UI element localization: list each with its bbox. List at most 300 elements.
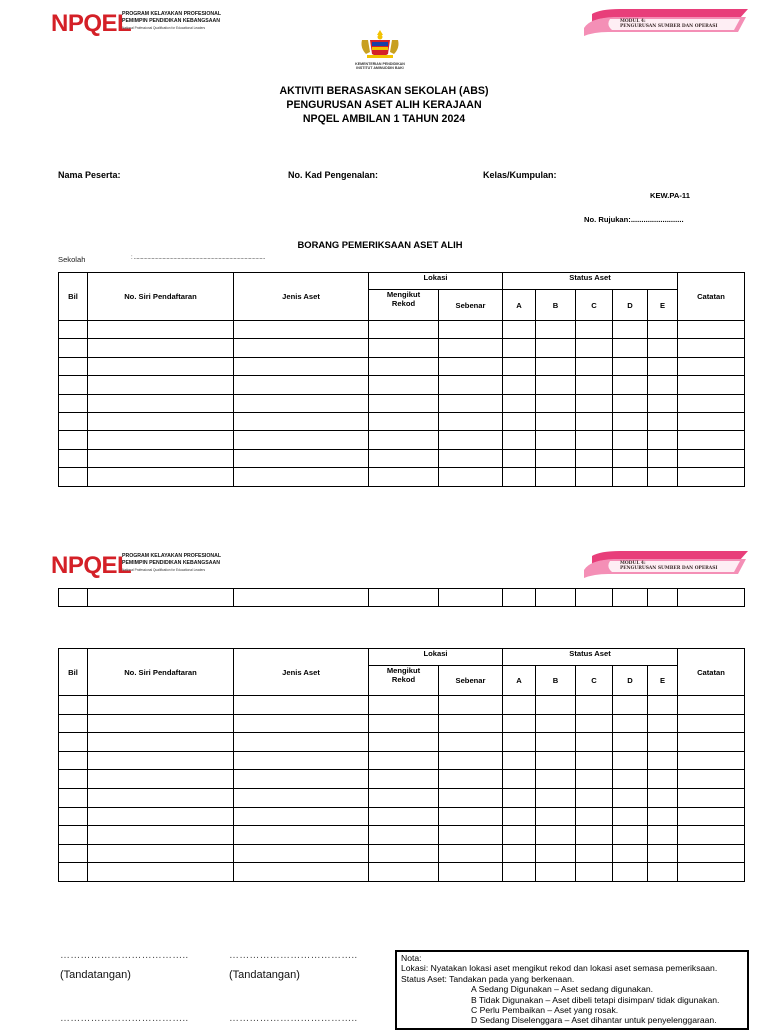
table-cell[interactable] — [678, 589, 745, 607]
nota-d: D Sedang Diselenggara – Aset dihantar untuk penyelenggaraan. — [471, 1015, 717, 1026]
table-cell[interactable] — [369, 863, 439, 882]
table-cell[interactable] — [678, 844, 745, 863]
table-cell[interactable] — [536, 431, 576, 449]
signature-line-3: ……………………………….. — [60, 1013, 189, 1024]
malaysia-crest-icon — [350, 28, 410, 62]
table-cell[interactable] — [536, 770, 576, 789]
table-cell[interactable] — [439, 788, 503, 807]
table-cell[interactable] — [369, 412, 439, 430]
table-cell[interactable] — [648, 844, 678, 863]
table-cell[interactable] — [613, 863, 648, 882]
table-cell[interactable] — [439, 714, 503, 733]
table-cell[interactable] — [613, 589, 648, 607]
table-cell[interactable] — [234, 733, 369, 752]
logo-wordmark: NPQEL — [51, 552, 132, 579]
header-mengikut-rekod: Mengikut Rekod — [369, 290, 439, 321]
table-cell[interactable] — [234, 826, 369, 845]
header-status: Status Aset — [503, 273, 678, 290]
table-cell[interactable] — [439, 339, 503, 357]
table-cell[interactable] — [503, 844, 536, 863]
table-cell[interactable] — [234, 788, 369, 807]
table-cell[interactable] — [648, 449, 678, 467]
table-cell[interactable] — [88, 394, 234, 412]
table-row — [59, 770, 745, 789]
kelas-kumpulan-label: Kelas/Kumpulan: — [483, 170, 557, 180]
signature-label-1: (Tandatangan) — [60, 969, 131, 981]
table-cell[interactable] — [234, 431, 369, 449]
table-cell[interactable] — [648, 468, 678, 486]
table-cell[interactable] — [678, 751, 745, 770]
table-cell[interactable] — [576, 826, 613, 845]
table-2-body — [59, 696, 745, 882]
table-cell[interactable] — [536, 339, 576, 357]
table-cell[interactable] — [234, 412, 369, 430]
table-cell[interactable] — [613, 321, 648, 339]
table-cell[interactable] — [536, 589, 576, 607]
table-row — [59, 589, 745, 607]
table-cell[interactable] — [234, 863, 369, 882]
table-cell[interactable] — [503, 412, 536, 430]
table-row — [59, 321, 745, 339]
table-cell[interactable] — [613, 788, 648, 807]
table-row — [59, 826, 745, 845]
sekolah-label: Sekolah — [58, 255, 86, 264]
table-cell[interactable] — [536, 468, 576, 486]
table-cell[interactable] — [369, 733, 439, 752]
table-cell[interactable] — [88, 826, 234, 845]
table-row — [59, 412, 745, 430]
header-b: B — [536, 666, 576, 696]
header-d: D — [613, 290, 648, 321]
table-row — [59, 751, 745, 770]
table-cell[interactable] — [503, 770, 536, 789]
table-cell[interactable] — [613, 826, 648, 845]
table-cell[interactable] — [576, 321, 613, 339]
table-cell[interactable] — [234, 449, 369, 467]
table-cell[interactable] — [536, 788, 576, 807]
table-cell[interactable] — [648, 431, 678, 449]
nota-lokasi: Lokasi: Nyatakan lokasi aset mengikut rekod dan lokasi aset semasa pemeriksaan. — [401, 963, 718, 974]
sekolah-field: : ................................................................................................ — [131, 255, 265, 261]
table-cell[interactable] — [648, 376, 678, 394]
form-title: BORANG PEMERIKSAAN ASET ALIH — [297, 239, 463, 250]
table-cell[interactable] — [678, 339, 745, 357]
npqel-logo — [51, 10, 221, 40]
table-cell[interactable] — [59, 733, 88, 752]
table-cell[interactable] — [88, 714, 234, 733]
table-cell[interactable] — [88, 357, 234, 375]
table-row — [59, 468, 745, 486]
table-cell[interactable] — [613, 714, 648, 733]
table-cell[interactable] — [576, 696, 613, 715]
table-cell[interactable] — [536, 863, 576, 882]
table-cell[interactable] — [234, 807, 369, 826]
table-cell[interactable] — [369, 339, 439, 357]
header-a: A — [503, 666, 536, 696]
table-cell[interactable] — [59, 321, 88, 339]
table-cell[interactable] — [439, 394, 503, 412]
table-cell[interactable] — [678, 770, 745, 789]
table-cell[interactable] — [234, 714, 369, 733]
table-cell[interactable] — [59, 826, 88, 845]
nota-c: C Perlu Pembaikan – Aset yang rosak. — [471, 1005, 619, 1016]
table-cell[interactable] — [88, 807, 234, 826]
table-cell[interactable] — [536, 321, 576, 339]
table-cell[interactable] — [369, 376, 439, 394]
table-cell[interactable] — [648, 321, 678, 339]
table-cell[interactable] — [439, 468, 503, 486]
table-cell[interactable] — [59, 468, 88, 486]
table-cell[interactable] — [88, 770, 234, 789]
logo-subtitle: PROGRAM KELAYAKAN PROFESIONAL PEMIMPIN PENDIDIKAN KEBANGSAAN National Professional Qualification for Educational Leaders — [122, 553, 222, 572]
crest — [350, 28, 410, 74]
table-cell[interactable] — [88, 339, 234, 357]
table-cell[interactable] — [439, 844, 503, 863]
table-cell[interactable] — [678, 714, 745, 733]
table-cell[interactable] — [439, 733, 503, 752]
table-cell[interactable] — [369, 357, 439, 375]
table-cell[interactable] — [369, 844, 439, 863]
table-cell[interactable] — [648, 339, 678, 357]
table-cell[interactable] — [234, 357, 369, 375]
table-cell[interactable] — [59, 339, 88, 357]
table-cell[interactable] — [503, 733, 536, 752]
table-cell[interactable] — [648, 357, 678, 375]
table-cell[interactable] — [234, 770, 369, 789]
table-cell[interactable] — [536, 844, 576, 863]
table-cell[interactable] — [613, 431, 648, 449]
table-cell[interactable] — [613, 394, 648, 412]
table-cell[interactable] — [576, 863, 613, 882]
table-cell[interactable] — [88, 863, 234, 882]
table-cell[interactable] — [369, 770, 439, 789]
nota-a: A Sedang Digunakan – Aset sedang digunakan. — [471, 984, 654, 995]
table-cell[interactable] — [59, 863, 88, 882]
table-cell[interactable] — [234, 376, 369, 394]
table-cell[interactable] — [678, 431, 745, 449]
table-cell[interactable] — [88, 412, 234, 430]
nota-status: Status Aset: Tandakan pada yang berkenaan. — [401, 973, 575, 984]
table-cell[interactable] — [536, 696, 576, 715]
header-e: E — [648, 290, 678, 321]
table-cell[interactable] — [648, 412, 678, 430]
table-cell[interactable] — [613, 696, 648, 715]
table-cell[interactable] — [369, 807, 439, 826]
document-title: AKTIVITI BERASASKAN SEKOLAH (ABS) PENGURUSAN ASET ALIH KERAJAAN NPQEL AMBILAN 1 TAHUN 2024 — [279, 85, 489, 125]
table-cell[interactable] — [88, 321, 234, 339]
table-cell[interactable] — [536, 807, 576, 826]
table-cell[interactable] — [439, 431, 503, 449]
table-cell[interactable] — [576, 733, 613, 752]
header-bil: Bil — [59, 273, 88, 321]
table-cell[interactable] — [369, 589, 439, 607]
table-cell[interactable] — [88, 468, 234, 486]
table-cell[interactable] — [576, 468, 613, 486]
table-cell[interactable] — [613, 449, 648, 467]
table-row — [59, 357, 745, 375]
table-cell[interactable] — [503, 376, 536, 394]
table-cell[interactable] — [439, 321, 503, 339]
header-sebenar: Sebenar — [439, 290, 503, 321]
table-cell[interactable] — [613, 770, 648, 789]
signature-label-2: (Tandatangan) — [229, 969, 300, 981]
table-cell[interactable] — [503, 468, 536, 486]
table-cell[interactable] — [678, 449, 745, 467]
table-cell[interactable] — [59, 844, 88, 863]
table-cell[interactable] — [439, 807, 503, 826]
table-row — [59, 431, 745, 449]
table-cell[interactable] — [613, 376, 648, 394]
table-cell[interactable] — [439, 449, 503, 467]
table-cell[interactable] — [678, 394, 745, 412]
table-cell[interactable] — [536, 449, 576, 467]
table-cell[interactable] — [648, 788, 678, 807]
header-mengikut-rekod: Mengikut Rekod — [369, 666, 439, 696]
table-cell[interactable] — [234, 394, 369, 412]
table-cell[interactable] — [678, 788, 745, 807]
table-cell[interactable] — [88, 788, 234, 807]
header-sebenar: Sebenar — [439, 666, 503, 696]
table-cell[interactable] — [576, 714, 613, 733]
table-cell[interactable] — [678, 376, 745, 394]
table-cell[interactable] — [503, 751, 536, 770]
table-row — [59, 714, 745, 733]
table-cell[interactable] — [678, 826, 745, 845]
signature-line-2: ……………………………….. — [229, 950, 358, 961]
table-cell[interactable] — [678, 357, 745, 375]
table-cell[interactable] — [503, 321, 536, 339]
table-cell[interactable] — [648, 770, 678, 789]
table-row — [59, 733, 745, 752]
table-cell[interactable] — [234, 468, 369, 486]
table-cell[interactable] — [576, 357, 613, 375]
table-cell[interactable] — [536, 826, 576, 845]
table-cell[interactable] — [88, 751, 234, 770]
table-cell[interactable] — [503, 788, 536, 807]
table-cell[interactable] — [439, 376, 503, 394]
table-cell[interactable] — [648, 696, 678, 715]
header-catatan: Catatan — [678, 649, 745, 696]
table-cell[interactable] — [648, 589, 678, 607]
table-row — [59, 788, 745, 807]
table-cell[interactable] — [536, 714, 576, 733]
module-banner-page-2 — [580, 550, 750, 578]
table-cell[interactable] — [503, 807, 536, 826]
table-cell[interactable] — [576, 449, 613, 467]
table-cell[interactable] — [439, 826, 503, 845]
table-cell[interactable] — [59, 696, 88, 715]
table-cell[interactable] — [648, 807, 678, 826]
table-cell[interactable] — [59, 751, 88, 770]
table-cell[interactable] — [439, 696, 503, 715]
table-cell[interactable] — [648, 751, 678, 770]
table-cell[interactable] — [234, 339, 369, 357]
signature-line-4: ……………………………….. — [229, 1013, 358, 1024]
header-jenis: Jenis Aset — [234, 649, 369, 696]
table-cell[interactable] — [536, 376, 576, 394]
table-cell[interactable] — [88, 696, 234, 715]
form-code: KEW.PA-11 — [650, 191, 690, 200]
table-cell[interactable] — [369, 788, 439, 807]
header-status: Status Aset — [503, 649, 678, 666]
header-b: B — [536, 290, 576, 321]
table-cell[interactable] — [648, 826, 678, 845]
table-cell[interactable] — [613, 807, 648, 826]
table-cell[interactable] — [503, 589, 536, 607]
table-cell[interactable] — [59, 412, 88, 430]
header-c: C — [576, 290, 613, 321]
table-cell[interactable] — [678, 807, 745, 826]
kad-pengenalan-label: No. Kad Pengenalan: — [288, 170, 379, 180]
table-cell[interactable] — [648, 714, 678, 733]
table-row — [59, 376, 745, 394]
table-cell[interactable] — [439, 863, 503, 882]
table-cell[interactable] — [503, 431, 536, 449]
table-row — [59, 339, 745, 357]
table-cell[interactable] — [576, 339, 613, 357]
table-cell[interactable] — [576, 844, 613, 863]
table-cell[interactable] — [536, 394, 576, 412]
header-a: A — [503, 290, 536, 321]
table-cell[interactable] — [88, 733, 234, 752]
table-cell[interactable] — [503, 357, 536, 375]
table-cell[interactable] — [439, 751, 503, 770]
module-banner — [580, 8, 750, 36]
table-cell[interactable] — [678, 696, 745, 715]
table-cell[interactable] — [59, 357, 88, 375]
header-d: D — [613, 666, 648, 696]
npqel-logo-page-2 — [51, 554, 221, 584]
banner-text: MODUL 4: PENGURUSAN SUMBER DAN OPERASI — [620, 561, 718, 571]
table-cell[interactable] — [613, 751, 648, 770]
header-e: E — [648, 666, 678, 696]
table-cell[interactable] — [576, 412, 613, 430]
asset-table-1-continuation — [58, 588, 745, 607]
table-cell[interactable] — [439, 412, 503, 430]
table-cell[interactable] — [59, 431, 88, 449]
table-row — [59, 844, 745, 863]
header-jenis: Jenis Aset — [234, 273, 369, 321]
table-cell[interactable] — [576, 394, 613, 412]
table-cell[interactable] — [59, 376, 88, 394]
table-cell[interactable] — [576, 807, 613, 826]
table-cell[interactable] — [678, 321, 745, 339]
table-cell[interactable] — [576, 376, 613, 394]
nota-title: Nota: — [401, 953, 422, 963]
table-cell[interactable] — [88, 431, 234, 449]
table-cell[interactable] — [234, 696, 369, 715]
asset-table-2 — [58, 648, 745, 882]
table-cell[interactable] — [59, 714, 88, 733]
header-c: C — [576, 666, 613, 696]
table-cell[interactable] — [648, 863, 678, 882]
table-cell[interactable] — [59, 788, 88, 807]
table-cell[interactable] — [678, 733, 745, 752]
table-cell[interactable] — [369, 394, 439, 412]
header-siri: No. Siri Pendaftaran — [88, 649, 234, 696]
table-cell[interactable] — [576, 788, 613, 807]
signature-line-1: ……………………………….. — [60, 950, 189, 961]
table-cell[interactable] — [503, 339, 536, 357]
table-cell[interactable] — [536, 733, 576, 752]
table-cell[interactable] — [439, 357, 503, 375]
table-row — [59, 696, 745, 715]
table-cell[interactable] — [88, 589, 234, 607]
table-cell[interactable] — [613, 357, 648, 375]
table-cell[interactable] — [613, 339, 648, 357]
header-catatan: Catatan — [678, 273, 745, 321]
table-cell[interactable] — [536, 412, 576, 430]
table-cell[interactable] — [88, 844, 234, 863]
table-cell[interactable] — [678, 468, 745, 486]
table-cell[interactable] — [369, 321, 439, 339]
nota-box — [395, 950, 749, 1030]
table-cell[interactable] — [503, 394, 536, 412]
crest-caption: KEMENTERIAN PENDIDIKAN INSTITUT AMINUDDIN BAKI — [355, 62, 405, 71]
table-cell[interactable] — [503, 863, 536, 882]
table-cell[interactable] — [678, 863, 745, 882]
table-cell[interactable] — [576, 431, 613, 449]
header-bil: Bil — [59, 649, 88, 696]
table-cell[interactable] — [59, 394, 88, 412]
table-cell[interactable] — [234, 321, 369, 339]
table-cell[interactable] — [576, 770, 613, 789]
logo-subtitle: PROGRAM KELAYAKAN PROFESIONAL PEMIMPIN PENDIDIKAN KEBANGSAAN National Professional Qualification for Educational Leaders — [122, 11, 222, 30]
banner-text: MODUL 4: PENGURUSAN SUMBER DAN OPERASI — [620, 19, 718, 29]
table-cell[interactable] — [576, 589, 613, 607]
no-rujukan: No. Rujukan:......................... — [584, 215, 684, 224]
table-cell[interactable] — [234, 751, 369, 770]
table-cell[interactable] — [613, 412, 648, 430]
table-row — [59, 863, 745, 882]
header-lokasi: Lokasi — [369, 273, 503, 290]
table-cell[interactable] — [503, 449, 536, 467]
table-cell[interactable] — [613, 468, 648, 486]
table-cell[interactable] — [648, 394, 678, 412]
table-cell[interactable] — [369, 714, 439, 733]
table-cell[interactable] — [59, 589, 88, 607]
table-cell[interactable] — [59, 449, 88, 467]
table-row — [59, 449, 745, 467]
table-cell[interactable] — [439, 770, 503, 789]
table-cell[interactable] — [536, 357, 576, 375]
table-cell[interactable] — [369, 751, 439, 770]
table-cell[interactable] — [613, 844, 648, 863]
table-cell[interactable] — [613, 733, 648, 752]
table-cell[interactable] — [503, 696, 536, 715]
table-cell[interactable] — [503, 826, 536, 845]
table-1-body — [59, 321, 745, 487]
table-cell[interactable] — [503, 714, 536, 733]
table-cell[interactable] — [59, 807, 88, 826]
table-cell[interactable] — [88, 449, 234, 467]
table-cell[interactable] — [536, 751, 576, 770]
table-cell[interactable] — [369, 431, 439, 449]
table-cell[interactable] — [576, 751, 613, 770]
table-cell[interactable] — [369, 696, 439, 715]
table-cell[interactable] — [88, 376, 234, 394]
table-cell[interactable] — [369, 468, 439, 486]
table-cell[interactable] — [234, 589, 369, 607]
table-cell[interactable] — [678, 412, 745, 430]
table-cell[interactable] — [648, 733, 678, 752]
table-cell[interactable] — [439, 589, 503, 607]
table-cell[interactable] — [234, 844, 369, 863]
table-cell[interactable] — [59, 770, 88, 789]
table-row — [59, 394, 745, 412]
table-cell[interactable] — [369, 449, 439, 467]
table-cell[interactable] — [369, 826, 439, 845]
